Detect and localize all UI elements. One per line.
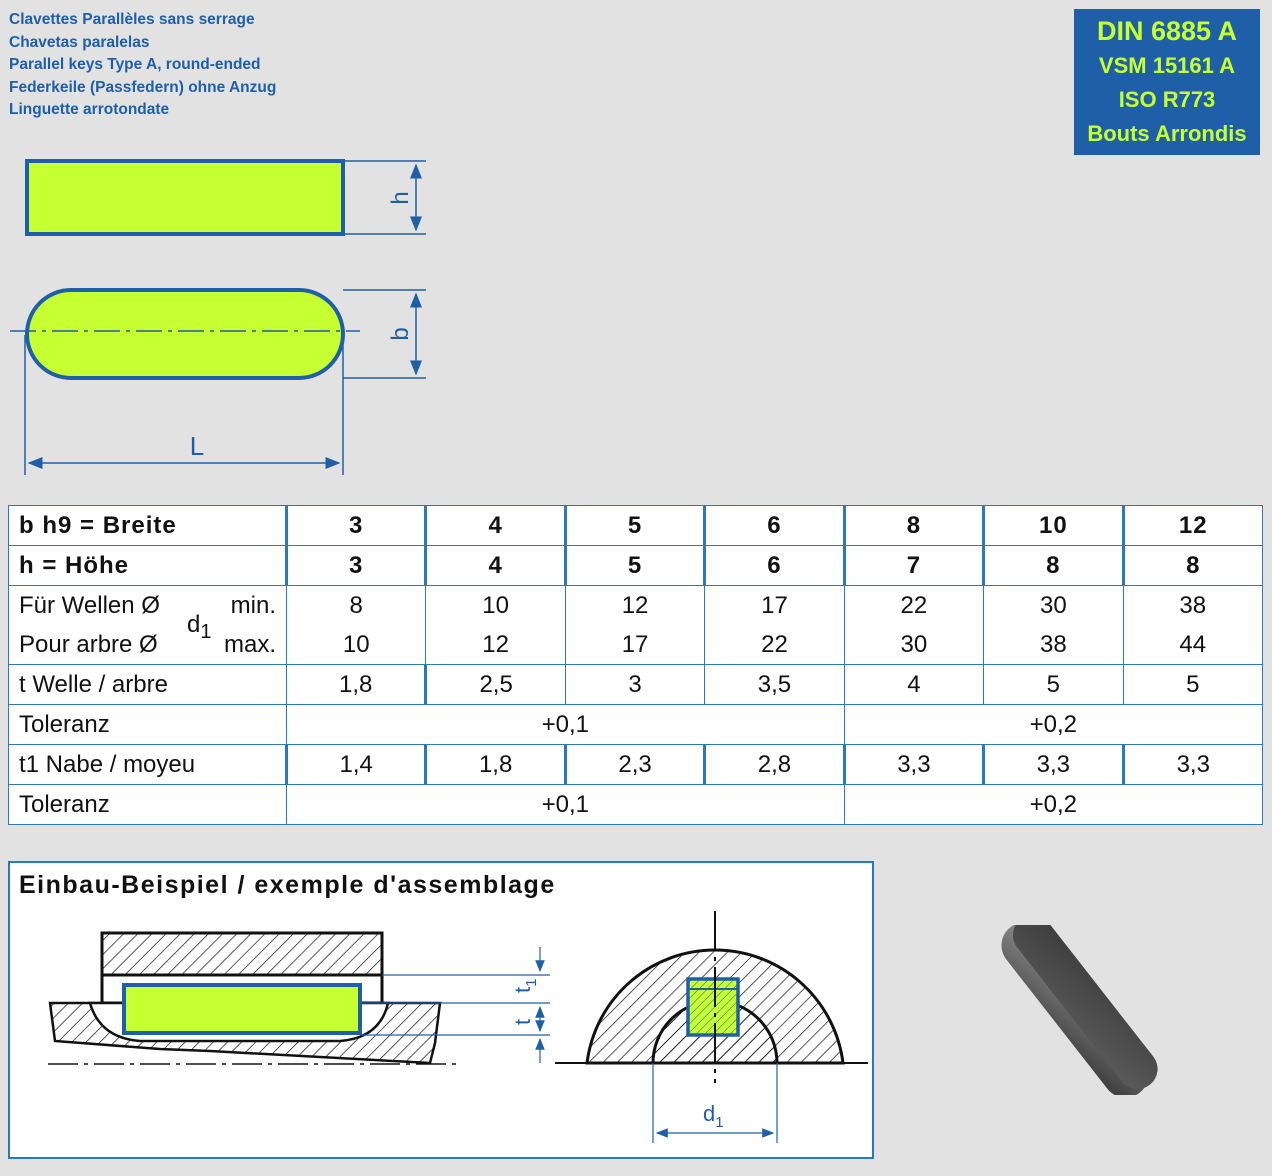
spec-table (8, 505, 1263, 825)
row-label-min (9, 586, 287, 626)
cell-min-5: 22 (844, 586, 983, 626)
title-italian: Linguette arrotondate (9, 101, 170, 119)
assembly-panel (8, 861, 874, 1159)
dimension-t1-label (510, 979, 540, 993)
cell-max-2: 12 (426, 625, 565, 665)
badge-type: Bouts Arrondis (1087, 121, 1247, 146)
cell-hoehe-1: 3 (287, 546, 426, 586)
title-block (9, 9, 276, 122)
d1-symbol-sub: 1 (200, 621, 212, 643)
cell-t1-5: 3,3 (844, 745, 983, 785)
cell-toleranz-2-right: +0,2 (844, 785, 1262, 825)
row-label-t: t Welle / arbre (9, 665, 287, 705)
cell-hoehe-5: 7 (844, 546, 983, 586)
cell-t1-2: 1,8 (426, 745, 565, 785)
dimension-h-label: h (387, 191, 414, 205)
dimension-d1-letter: d (703, 1101, 716, 1126)
key-in-slot (124, 985, 360, 1033)
cell-t-6: 5 (984, 665, 1123, 705)
title-spanish: Chavetas paralelas (9, 33, 150, 51)
cell-toleranz-1-right: +0,2 (844, 705, 1262, 745)
title-english: Parallel keys Type A, round-ended (9, 56, 261, 74)
cell-min-6: 30 (984, 586, 1123, 626)
cell-hoehe-3: 5 (565, 546, 704, 586)
cell-hoehe-4: 6 (705, 546, 844, 586)
cell-t1-1: 1,4 (287, 745, 426, 785)
cell-breite-3: 5 (565, 506, 704, 546)
cell-min-2: 10 (426, 586, 565, 626)
dimension-d1-label (703, 1101, 724, 1131)
row-label-toleranz-1: Toleranz (9, 705, 287, 745)
cell-t-4: 3,5 (705, 665, 844, 705)
cell-max-1: 10 (287, 625, 426, 665)
table-row-hoehe (9, 546, 1263, 586)
standard-badge (1074, 9, 1260, 155)
cell-t-3: 3 (565, 665, 704, 705)
hub-section (102, 933, 382, 975)
key-photo (975, 925, 1175, 1095)
dimension-t1-letter: t (510, 986, 535, 993)
dimension-t-label: t (510, 1018, 535, 1025)
assembly-heading: Einbau-Beispiel / exemple d'assemblage (19, 871, 556, 899)
cell-min-1: 8 (287, 586, 426, 626)
dimension-t1-sub: 1 (523, 978, 540, 987)
cell-max-7: 44 (1123, 625, 1262, 665)
cell-max-6: 38 (984, 625, 1123, 665)
badge-din: DIN 6885 A (1096, 16, 1238, 46)
table-row-t1 (9, 745, 1263, 785)
cell-max-3: 17 (565, 625, 704, 665)
row-label-min-text: Für Wellen Ø (19, 591, 160, 619)
key-side-view (27, 161, 343, 234)
table-row-t (9, 665, 1263, 705)
row-label-t1: t1 Nabe / moyeu (9, 745, 287, 785)
assembly-drawing (10, 863, 872, 1157)
cell-toleranz-2-left: +0,1 (287, 785, 845, 825)
cell-t1-7: 3,3 (1123, 745, 1262, 785)
cell-breite-1: 3 (287, 506, 426, 546)
cell-hoehe-6: 8 (984, 546, 1123, 586)
dimension-b-label: b (387, 327, 414, 341)
cell-t-5: 4 (844, 665, 983, 705)
cell-t1-3: 2,3 (565, 745, 704, 785)
table-row-toleranz-2 (9, 785, 1263, 825)
row-label-min-suffix: min. (230, 592, 276, 619)
cell-hoehe-7: 8 (1123, 546, 1262, 586)
row-label-toleranz-2: Toleranz (9, 785, 287, 825)
table-row-breite (9, 506, 1263, 546)
cell-max-4: 22 (705, 625, 844, 665)
table-row-max (9, 625, 1263, 665)
d1-symbol-letter: d (187, 611, 201, 638)
cell-min-3: 12 (565, 586, 704, 626)
cell-t-7: 5 (1123, 665, 1262, 705)
cell-max-5: 30 (844, 625, 983, 665)
row-label-hoehe: h = Höhe (9, 546, 287, 586)
cell-breite-6: 10 (984, 506, 1123, 546)
row-label-max-text: Pour arbre Ø (19, 630, 158, 658)
cell-breite-2: 4 (426, 506, 565, 546)
title-german: Federkeile (Passfedern) ohne Anzug (9, 78, 277, 96)
key-drawing (0, 140, 470, 485)
badge-iso: ISO R773 (1118, 87, 1216, 112)
key-cross-section (688, 979, 738, 1035)
dimension-d1-sub: 1 (715, 1114, 724, 1131)
row-label-max (9, 611, 287, 665)
row-label-max-suffix: max. (223, 631, 276, 658)
cell-breite-5: 8 (844, 506, 983, 546)
cell-t1-6: 3,3 (984, 745, 1123, 785)
cell-t-1: 1,8 (287, 665, 426, 705)
table-row-toleranz-1 (9, 705, 1263, 745)
cell-toleranz-1-left: +0,1 (287, 705, 845, 745)
badge-vsm: VSM 15161 A (1098, 53, 1236, 78)
cell-breite-7: 12 (1123, 506, 1262, 546)
d1-symbol (187, 611, 212, 643)
cell-min-7: 38 (1123, 586, 1262, 626)
row-label-breite: b h9 = Breite (9, 506, 287, 546)
cell-hoehe-2: 4 (426, 546, 565, 586)
dimension-l-label: L (189, 431, 205, 461)
title-french: Clavettes Parallèles sans serrage (9, 11, 255, 28)
key-top-view (27, 290, 343, 378)
cell-breite-4: 6 (705, 506, 844, 546)
cell-t1-4: 2,8 (705, 745, 844, 785)
cell-min-4: 17 (705, 586, 844, 626)
cell-t-2: 2,5 (426, 665, 565, 705)
